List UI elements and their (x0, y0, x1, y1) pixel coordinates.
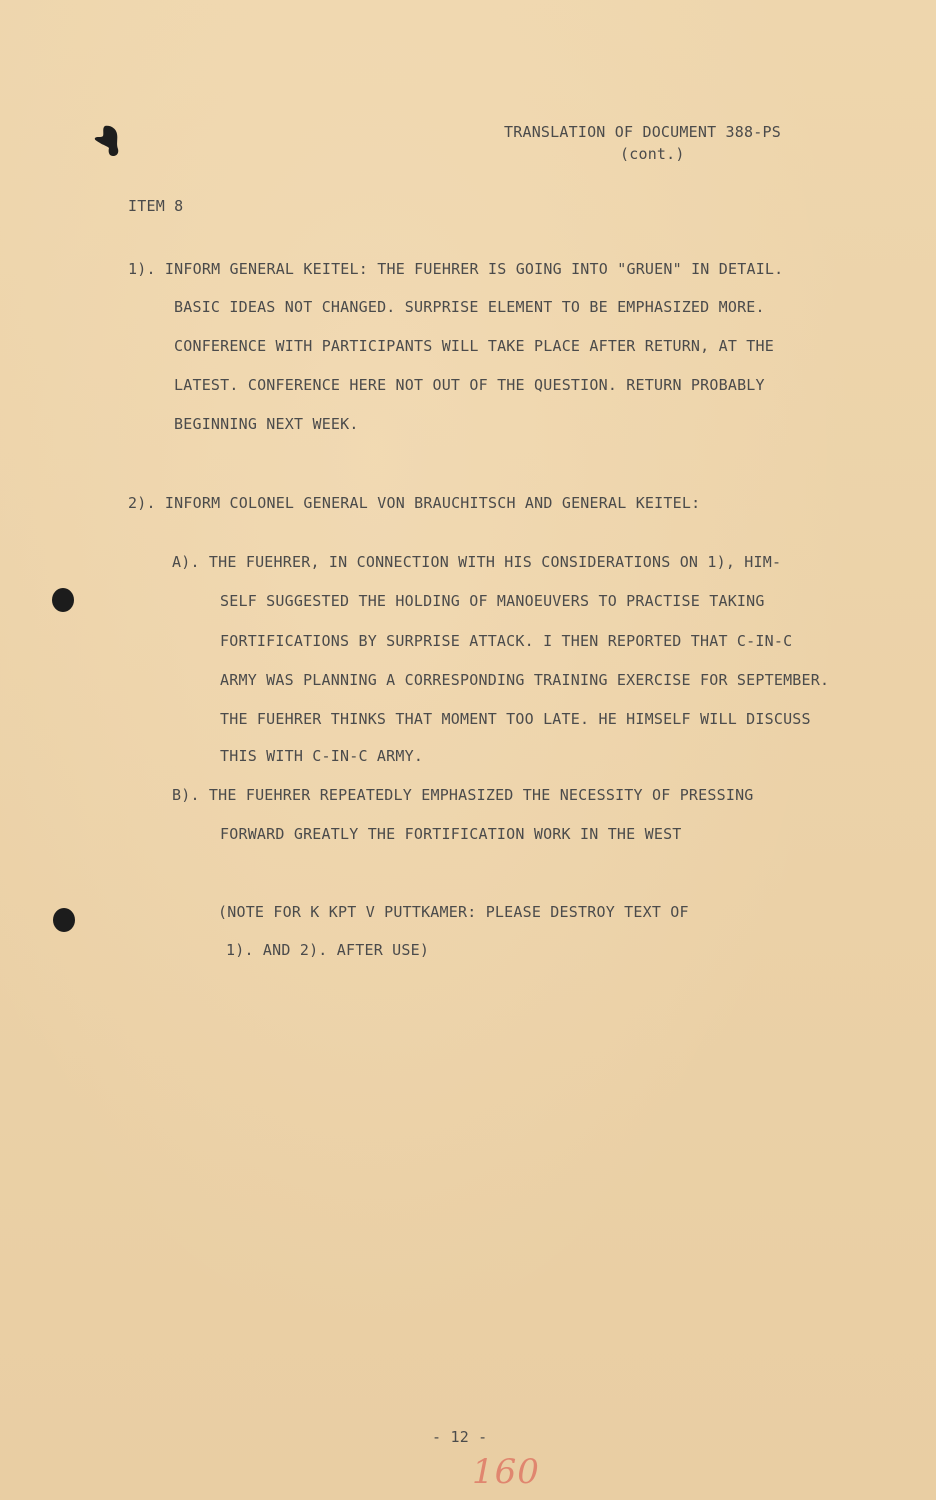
paragraph-1-line: BASIC IDEAS NOT CHANGED. SURPRISE ELEMENT TO BE EMPHASIZED MORE. (174, 298, 765, 316)
paragraph-1-line: 1). INFORM GENERAL KEITEL: THE FUEHRER IS GOING INTO "GRUEN" IN DETAIL. (128, 260, 784, 278)
subparagraph-a-line: THE FUEHRER THINKS THAT MOMENT TOO LATE. HE HIMSELF WILL DISCUSS (220, 710, 811, 728)
paragraph-1-line: LATEST. CONFERENCE HERE NOT OUT OF THE QUESTION. RETURN PROBABLY (174, 376, 765, 394)
paragraph-2-line: 2). INFORM COLONEL GENERAL VON BRAUCHITSCH AND GENERAL KEITEL: (128, 494, 701, 512)
note-line: (NOTE FOR K KPT V PUTTKAMER: PLEASE DESTROY TEXT OF (218, 903, 689, 921)
subparagraph-a-line: ARMY WAS PLANNING A CORRESPONDING TRAINING EXERCISE FOR SEPTEMBER. (220, 671, 830, 689)
subparagraph-a-line: SELF SUGGESTED THE HOLDING OF MANOEUVERS TO PRACTISE TAKING (220, 592, 765, 610)
binding-hole-bottom (53, 908, 75, 932)
note-line: 1). AND 2). AFTER USE) (226, 941, 430, 959)
page-number: - 12 - (432, 1428, 488, 1446)
subparagraph-b-line: FORWARD GREATLY THE FORTIFICATION WORK IN THE WEST (220, 825, 682, 843)
subparagraph-a-line: A). THE FUEHRER, IN CONNECTION WITH HIS CONSIDERATIONS ON 1), HIM- (172, 553, 782, 571)
subparagraph-a-line: THIS WITH C-IN-C ARMY. (220, 747, 424, 765)
handwritten-folio-number: 160 (472, 1452, 540, 1492)
paragraph-1-line: CONFERENCE WITH PARTICIPANTS WILL TAKE PLACE AFTER RETURN, AT THE (174, 337, 774, 355)
ink-mark-icon (92, 124, 126, 158)
item-label: ITEM 8 (128, 197, 184, 215)
subparagraph-a-line: FORTIFICATIONS BY SURPRISE ATTACK. I THEN REPORTED THAT C-IN-C (220, 632, 793, 650)
document-title: TRANSLATION OF DOCUMENT 388-PS (504, 123, 781, 141)
subparagraph-b-line: B). THE FUEHRER REPEATEDLY EMPHASIZED THE NECESSITY OF PRESSING (172, 786, 754, 804)
document-title-cont: (cont.) (620, 145, 685, 163)
binding-hole-top (52, 588, 74, 612)
paragraph-1-line: BEGINNING NEXT WEEK. (174, 415, 359, 433)
